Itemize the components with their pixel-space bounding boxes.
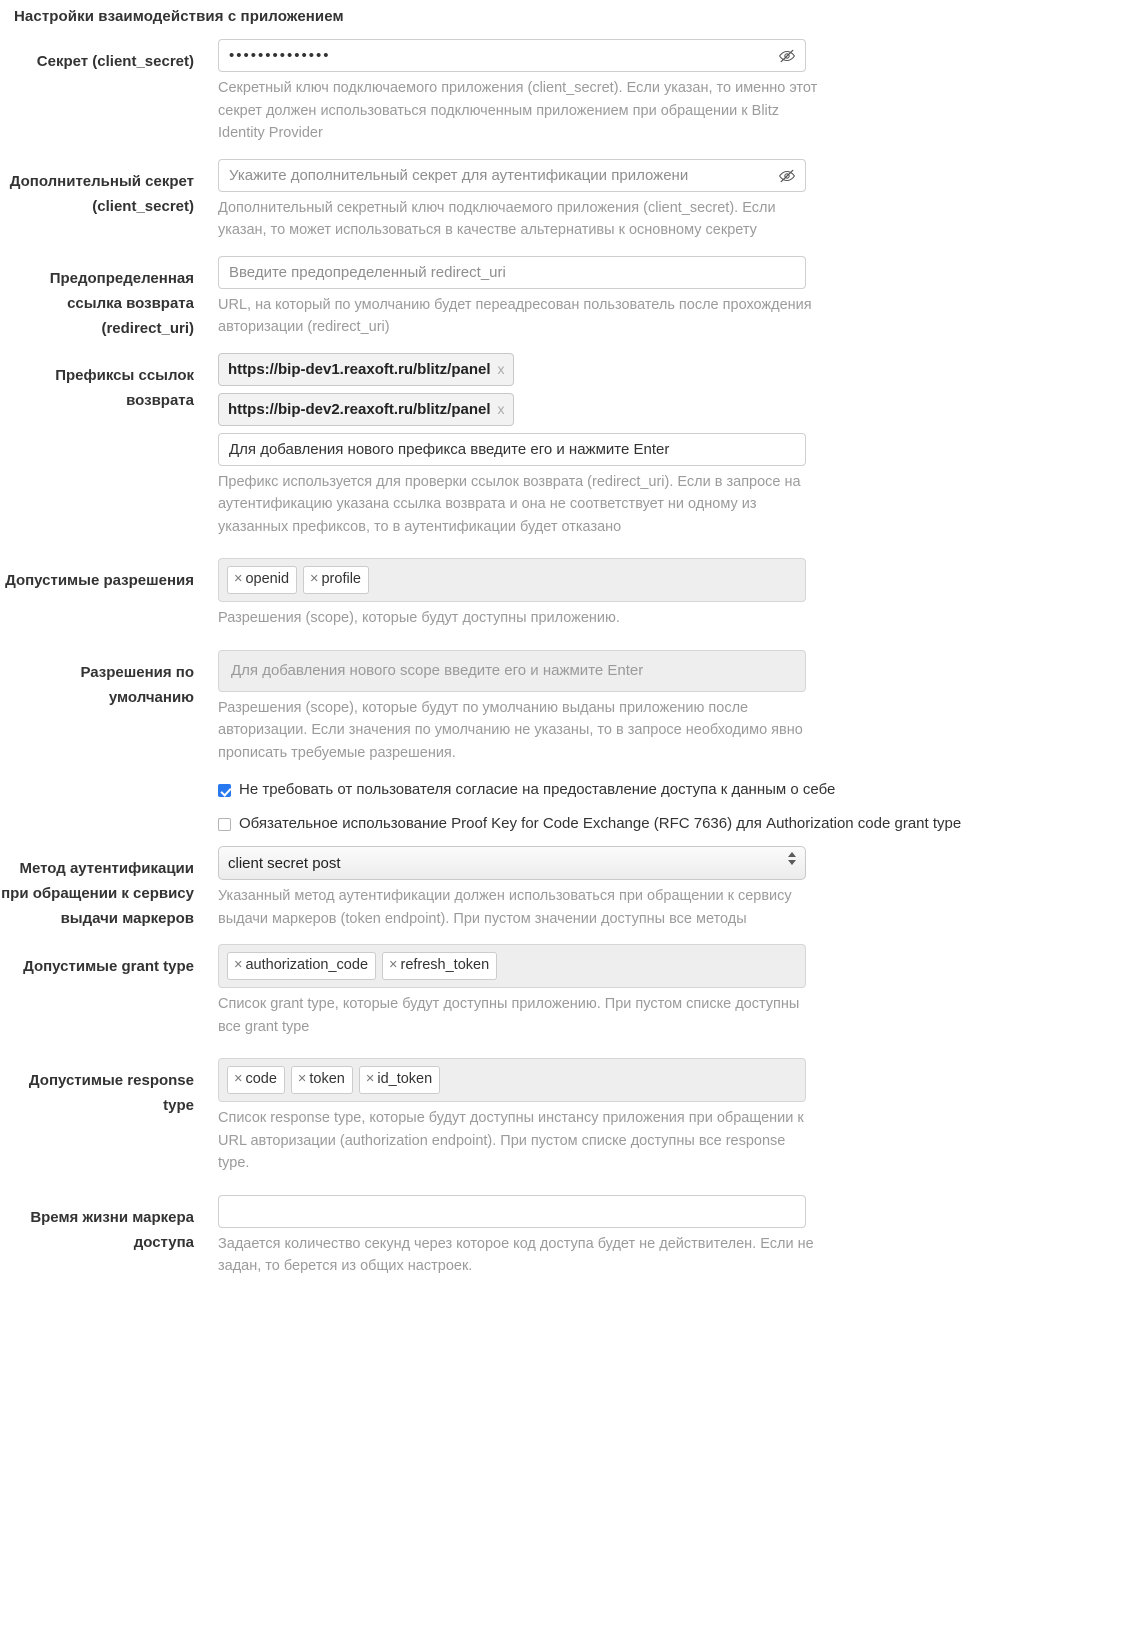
hint-redirect-uri: URL, на который по умолчанию будет переадресован пользователь после прохождения авторизации (redirect_uri) bbox=[218, 296, 812, 335]
control-additional-secret bbox=[206, 159, 1140, 244]
eye-off-icon[interactable] bbox=[778, 47, 796, 65]
label-grant-types: Допустимые grant type bbox=[23, 958, 194, 975]
field-access-token-ttl bbox=[218, 1195, 806, 1228]
control-token-auth-method bbox=[206, 846, 1140, 932]
response-type-chip[interactable] bbox=[291, 1066, 353, 1094]
redirect-prefix-tag-list bbox=[218, 353, 806, 466]
remove-chip-icon[interactable]: × bbox=[297, 1071, 307, 1087]
spacer bbox=[0, 540, 1140, 558]
field-redirect-uri bbox=[218, 256, 806, 289]
hint-response-types: Список response type, которые будут доступны инстансу приложения при обращении к URL авторизации (authorization endpoint). При пустом списке доступны все response type. bbox=[218, 1110, 804, 1171]
hint-redirect-prefixes: Префикс используется для проверки ссылок возврата (redirect_uri). Если в запросе на аутентификацию указана ссылка возврата и она не соответствует ни одному из указанных префиксов, то в аутентификации будет отказано bbox=[218, 473, 801, 535]
control-redirect-prefixes bbox=[206, 353, 1140, 541]
checkbox-pkce[interactable] bbox=[218, 818, 231, 831]
grant-type-chip-label: refresh_token bbox=[400, 957, 490, 973]
scope-chip-label: openid bbox=[245, 571, 290, 587]
control-access-token-ttl bbox=[206, 1195, 1140, 1280]
response-type-chip[interactable] bbox=[359, 1066, 440, 1094]
checkbox-row-no-consent[interactable] bbox=[0, 780, 1140, 800]
list-item bbox=[218, 393, 806, 433]
grant-type-chip[interactable] bbox=[382, 952, 497, 980]
label-additional-secret: Дополнительный секрет (client_secret) bbox=[9, 172, 194, 215]
spacer bbox=[0, 1177, 1140, 1195]
list-item bbox=[218, 353, 806, 393]
redirect-prefix-input[interactable] bbox=[218, 433, 806, 466]
client-secret-input[interactable] bbox=[218, 39, 806, 72]
remove-chip-icon[interactable]: × bbox=[365, 1071, 375, 1087]
hint-additional-secret: Дополнительный секретный ключ подключаемого приложения (client_secret). Если указан, то может использоваться в качестве альтернативы к основному секрету bbox=[218, 199, 776, 238]
token-auth-method-select-wrap bbox=[218, 846, 806, 880]
control-response-types bbox=[206, 1058, 1140, 1177]
page-title: Настройки взаимодействия с приложением bbox=[14, 8, 344, 25]
hint-grant-types: Список grant type, которые будут доступны приложению. При пустом списке доступны все grant type bbox=[218, 996, 800, 1035]
label-token-auth-method: Метод аутентификации при обращении к сервису выдачи маркеров bbox=[1, 860, 194, 927]
control-grant-types bbox=[206, 944, 1140, 1040]
form-row-response-types bbox=[0, 1058, 1140, 1177]
form-row-redirect-uri bbox=[0, 256, 1140, 341]
control-client-secret bbox=[206, 39, 1140, 147]
form-row-client-secret bbox=[0, 39, 1140, 147]
spacer bbox=[0, 1040, 1140, 1058]
redirect-prefix-tag[interactable] bbox=[218, 393, 514, 426]
label-response-types: Допустимые response type bbox=[28, 1072, 194, 1114]
remove-chip-icon[interactable]: × bbox=[310, 571, 319, 587]
remove-tag-icon[interactable]: x bbox=[497, 400, 505, 417]
label-allowed-scopes: Допустимые разрешения bbox=[5, 572, 194, 589]
remove-tag-icon[interactable]: x bbox=[497, 360, 505, 377]
redirect-prefix-tag-label: https://bip-dev1.reaxoft.ru/blitz/panel bbox=[228, 360, 491, 378]
hint-client-secret: Секретный ключ подключаемого приложения (client_secret). Если указан, то именно этот секрет должен использоваться подключенным приложением при обращении к Blitz Identity Provider bbox=[218, 80, 818, 141]
access-token-ttl-input[interactable] bbox=[218, 1195, 806, 1228]
token-auth-method-select[interactable] bbox=[218, 846, 806, 880]
redirect-prefix-tag[interactable] bbox=[218, 353, 514, 386]
response-type-chip-label: code bbox=[245, 1071, 277, 1087]
spacer bbox=[0, 932, 1140, 944]
field-additional-secret bbox=[218, 159, 806, 192]
label-redirect-prefixes: Префиксы ссылок возврата bbox=[55, 366, 194, 409]
hint-token-auth-method: Указанный метод аутентификации должен использоваться при обращении к сервису выдачи маркеров (token endpoint). При пустом значении доступны все методы bbox=[218, 888, 792, 927]
remove-chip-icon[interactable]: × bbox=[234, 957, 243, 973]
checkbox-label-no-consent: Не требовать от пользователя согласие на предоставление доступа к данным о себе bbox=[239, 781, 836, 798]
remove-chip-icon[interactable]: × bbox=[234, 1071, 243, 1087]
form-row-token-auth-method bbox=[0, 846, 1140, 932]
form-row-default-scopes bbox=[0, 650, 1140, 767]
response-types-chipbox[interactable] bbox=[218, 1058, 806, 1102]
scope-chip[interactable] bbox=[227, 566, 297, 594]
hint-default-scopes: Разрешения (scope), которые будут по умолчанию выданы приложению после авторизации. Если значения по умолчанию не указаны, то в запросе необходимо явно прописать требуемые разрешения. bbox=[218, 699, 803, 761]
response-type-chip-label: id_token bbox=[377, 1071, 433, 1087]
hint-access-token-ttl: Задается количество секунд через которое код доступа будет не действителен. Если не задан, то берется из общих настроек. bbox=[218, 1235, 814, 1274]
grant-types-chipbox[interactable] bbox=[218, 944, 806, 988]
form-row-redirect-prefixes bbox=[0, 353, 1140, 541]
label-redirect-uri: Предопределенная ссылка возврата (redirect_uri) bbox=[49, 269, 194, 337]
redirect-uri-input[interactable] bbox=[218, 256, 806, 289]
spacer bbox=[0, 341, 1140, 353]
default-scopes-placeholder: Для добавления нового scope введите его и нажмите Enter bbox=[231, 662, 644, 679]
default-scopes-input[interactable] bbox=[218, 650, 806, 692]
response-type-chip[interactable] bbox=[227, 1066, 285, 1094]
form-row-access-token-ttl bbox=[0, 1195, 1140, 1280]
spacer bbox=[0, 632, 1140, 650]
settings-form bbox=[0, 25, 1140, 1280]
checkbox-no-consent[interactable] bbox=[218, 784, 231, 797]
label-client-secret: Секрет (client_secret) bbox=[36, 53, 194, 70]
spacer bbox=[0, 834, 1140, 846]
hint-allowed-scopes: Разрешения (scope), которые будут доступны приложению. bbox=[218, 610, 620, 626]
allowed-scopes-chipbox[interactable] bbox=[218, 558, 806, 602]
form-row-additional-secret bbox=[0, 159, 1140, 244]
eye-off-icon[interactable] bbox=[778, 167, 796, 185]
grant-type-chip[interactable] bbox=[227, 952, 376, 980]
label-default-scopes: Разрешения по умолчанию bbox=[80, 663, 194, 706]
form-row-allowed-scopes bbox=[0, 558, 1140, 632]
response-type-chip-label: token bbox=[309, 1071, 345, 1087]
checkbox-row-pkce[interactable] bbox=[0, 814, 1140, 834]
label-access-token-ttl: Время жизни маркера доступа bbox=[30, 1208, 194, 1251]
redirect-prefix-tag-label: https://bip-dev2.reaxoft.ru/blitz/panel bbox=[228, 400, 491, 418]
checkbox-label-pkce: Обязательное использование Proof Key for Code Exchange (RFC 7636) для Authorization code grant type bbox=[239, 815, 962, 832]
spacer bbox=[0, 147, 1140, 159]
control-default-scopes bbox=[206, 650, 1140, 767]
remove-chip-icon[interactable]: × bbox=[389, 957, 398, 973]
spacer bbox=[0, 244, 1140, 256]
remove-chip-icon[interactable]: × bbox=[234, 571, 243, 587]
additional-secret-input[interactable] bbox=[218, 159, 806, 192]
scope-chip-label: profile bbox=[321, 571, 361, 587]
scope-chip[interactable] bbox=[303, 566, 369, 594]
field-client-secret bbox=[218, 39, 806, 72]
control-redirect-uri bbox=[206, 256, 1140, 341]
control-allowed-scopes bbox=[206, 558, 1140, 632]
form-row-grant-types bbox=[0, 944, 1140, 1040]
grant-type-chip-label: authorization_code bbox=[245, 957, 369, 973]
